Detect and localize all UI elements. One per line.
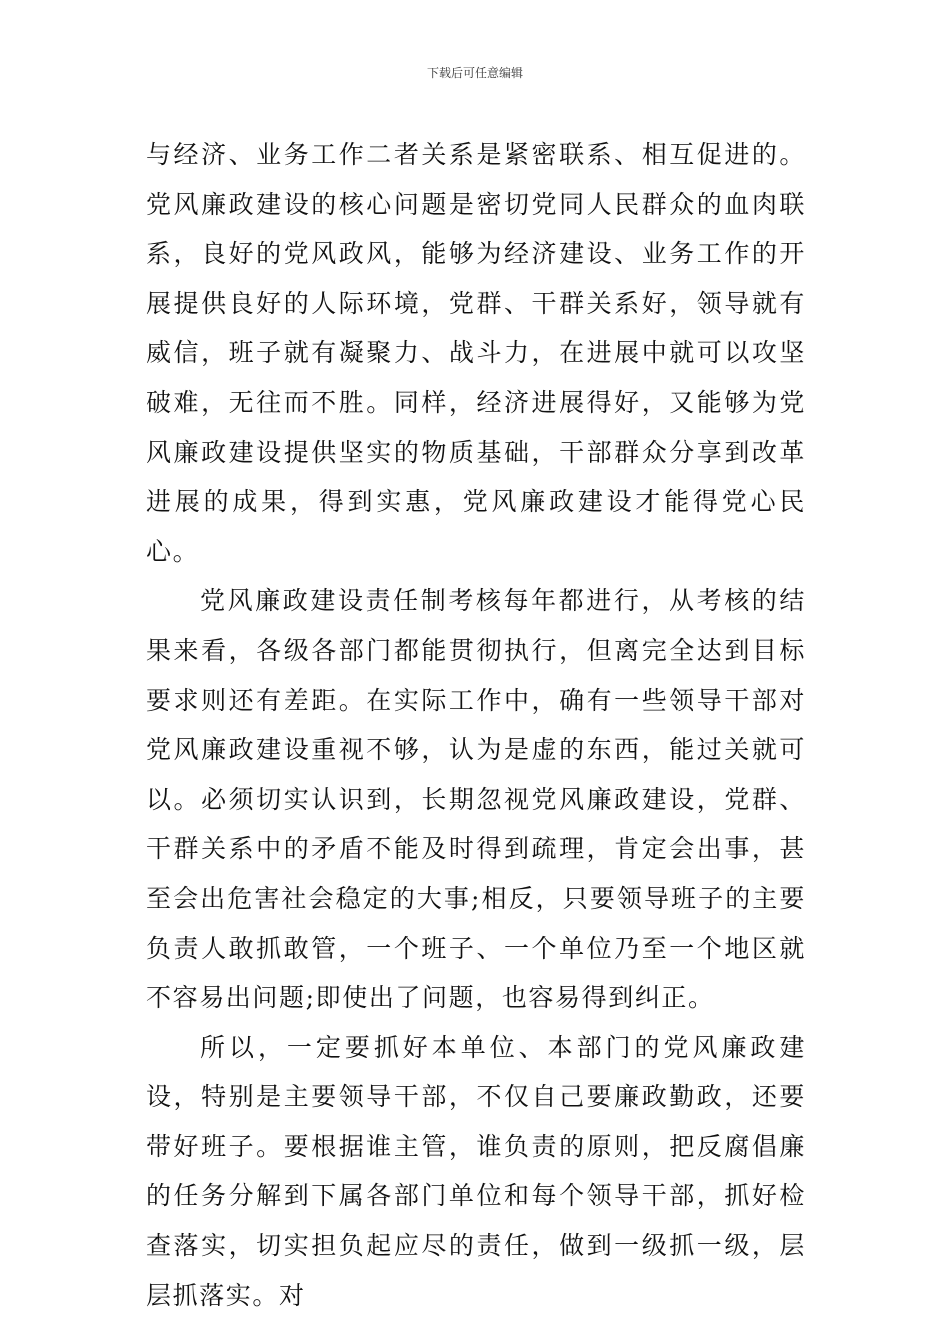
- page-header: 下载后可任意编辑: [426, 66, 523, 80]
- document-body: [146, 130, 806, 1320]
- paragraph-3: 所以，一定要抓好本单位、本部门的党风廉政建设，特别是主要领导干部，不仅自己要廉政勤政，还要带好班子。要根据谁主管，谁负责的原则，把反腐倡廉的任务分解到下属各部门单位和每个领导干部，抓好检查落实，切实担负起应尽的责任，做到一级抓一级，层层抓落实。对: [146, 1032, 806, 1310]
- paragraph-1: 与经济、业务工作二者关系是紧密联系、相互促进的。党风廉政建设的核心问题是密切党同人民群众的血肉联系，良好的党风政风，能够为经济建设、业务工作的开展提供良好的人际环境，党群、干群关系好，领导就有威信，班子就有凝聚力、战斗力，在进展中就可以攻坚破难，无往而不胜。同样，经济进展得好，又能够为党风廉政建设提供坚实的物质基础，干部群众分享到改革进展的成果，得到实惠，党风廉政建设才能得党心民心。: [146, 140, 806, 566]
- paragraph-2: 党风廉政建设责任制考核每年都进行，从考核的结果来看，各级各部门都能贯彻执行，但离完全达到目标要求则还有差距。在实际工作中，确有一些领导干部对党风廉政建设重视不够，认为是虚的东西，能过关就可以。必须切实认识到，长期忽视党风廉政建设，党群、干群关系中的矛盾不能及时得到疏理，肯定会出事，甚至会出危害社会稳定的大事;相反，只要领导班子的主要负责人敢抓敢管，一个班子、一个单位乃至一个地区就不容易出问题;即使出了问题，也容易得到纠正。: [146, 586, 806, 1013]
